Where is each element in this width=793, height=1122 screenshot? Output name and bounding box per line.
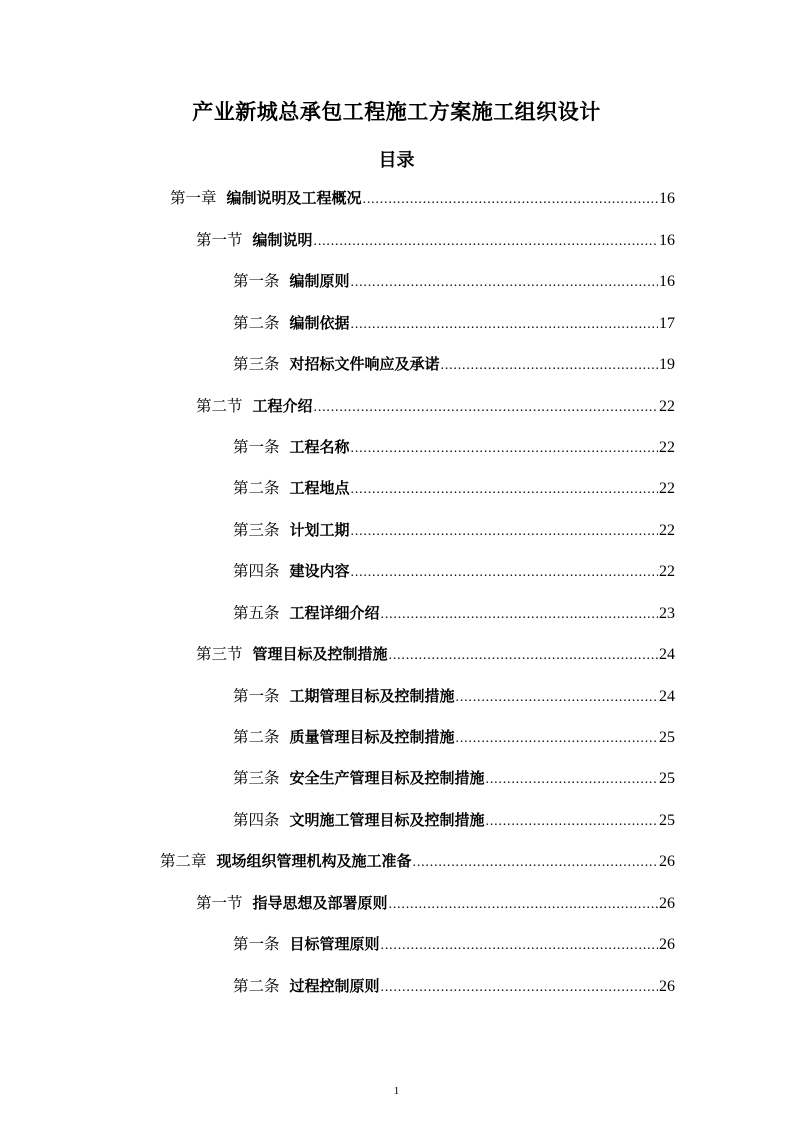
toc-entry-page: 22 (659, 522, 675, 539)
toc-entry-title: 计划工期 (289, 521, 350, 539)
toc-entry-number: 第三节 (196, 645, 243, 663)
document-title: 产业新城总承包工程施工方案施工组织设计 (192, 100, 601, 124)
toc-entry-title: 安全生产管理目标及控制措施 (289, 769, 485, 787)
toc-entry-page: 16 (659, 190, 675, 207)
toc-entry-number: 第二节 (196, 397, 243, 415)
toc-entry-title: 工期管理目标及控制措施 (289, 687, 455, 705)
toc-entry-title: 现场组织管理机构及施工准备 (216, 852, 412, 870)
toc-entry-number: 第二条 (233, 479, 280, 497)
toc-entry-title: 对招标文件响应及承诺 (289, 355, 440, 373)
toc-entry-number: 第四条 (233, 811, 280, 829)
toc-entry-section[interactable] (196, 642, 675, 666)
toc-entry-article[interactable] (233, 559, 675, 583)
toc-dot-leader (351, 561, 658, 585)
toc-entry-article[interactable] (233, 808, 675, 832)
toc-entry-page: 22 (659, 480, 675, 497)
toc-dot-leader (351, 313, 658, 337)
toc-entry-number: 第二章 (160, 852, 207, 870)
toc-entry-title: 质量管理目标及控制措施 (289, 728, 455, 746)
toc-entry-page: 22 (659, 439, 675, 456)
toc-entry-article[interactable] (233, 269, 675, 293)
toc-entry-title: 指导思想及部署原则 (252, 894, 388, 912)
toc-entry-number: 第四条 (233, 562, 280, 580)
toc-entry-page: 19 (659, 356, 675, 373)
toc-entry-page: 16 (659, 232, 675, 249)
toc-entry-number: 第三条 (233, 355, 280, 373)
toc-entry-page: 25 (659, 729, 675, 746)
toc-entry-article[interactable] (233, 974, 675, 998)
toc-entry-section[interactable] (196, 891, 675, 915)
toc-entry-title: 文明施工管理目标及控制措施 (289, 811, 485, 829)
toc-entry-article[interactable] (233, 352, 675, 376)
toc-entry-article[interactable] (233, 601, 675, 625)
toc-dot-leader (441, 354, 658, 378)
toc-entry-article[interactable] (233, 518, 675, 542)
toc-entry-article[interactable] (233, 684, 675, 708)
toc-dot-leader (486, 810, 658, 834)
toc-entry-title: 工程介绍 (252, 397, 313, 415)
toc-entry-number: 第一条 (233, 935, 280, 953)
toc-entry-number: 第一条 (233, 272, 280, 290)
toc-dot-leader (456, 727, 658, 751)
toc-entry-article[interactable] (233, 725, 675, 749)
toc-entry-article[interactable] (233, 932, 675, 956)
toc-entry-number: 第二条 (233, 728, 280, 746)
toc-entry-page: 26 (659, 853, 675, 870)
toc-entry-article[interactable] (233, 311, 675, 335)
toc-entry-number: 第一节 (196, 231, 243, 249)
toc-entry-page: 24 (659, 646, 675, 663)
toc-dot-leader (351, 478, 658, 502)
toc-entry-chapter[interactable] (170, 186, 675, 210)
toc-entry-page: 23 (659, 605, 675, 622)
toc-entry-number: 第一章 (170, 189, 217, 207)
toc-entry-number: 第二条 (233, 977, 280, 995)
toc-dot-leader (363, 188, 658, 212)
toc-entry-title: 工程地点 (289, 479, 350, 497)
toc-entry-title: 过程控制原则 (289, 977, 380, 995)
toc-entry-page: 24 (659, 688, 675, 705)
toc-entry-section[interactable] (196, 394, 675, 418)
toc-entry-page: 25 (659, 812, 675, 829)
toc-entry-title: 管理目标及控制措施 (252, 645, 388, 663)
toc-entry-article[interactable] (233, 476, 675, 500)
toc-dot-leader (389, 893, 658, 917)
toc-entry-title: 编制说明 (252, 231, 313, 249)
toc-heading: 目录 (378, 150, 415, 171)
toc-entry-number: 第三条 (233, 521, 280, 539)
toc-entry-article[interactable] (233, 435, 675, 459)
toc-dot-leader (381, 976, 658, 1000)
toc-dot-leader (381, 603, 658, 627)
toc-entry-section[interactable] (196, 228, 675, 252)
toc-entry-title: 建设内容 (289, 562, 350, 580)
toc-dot-leader (314, 396, 658, 420)
toc-entry-title: 编制依据 (289, 314, 350, 332)
toc-dot-leader (314, 230, 658, 254)
toc-entry-chapter[interactable] (160, 849, 675, 873)
toc-dot-leader (486, 768, 658, 792)
toc-entry-number: 第三条 (233, 769, 280, 787)
toc-entry-page: 22 (659, 563, 675, 580)
toc-entry-number: 第一条 (233, 438, 280, 456)
toc-entry-title: 工程详细介绍 (289, 604, 380, 622)
toc-entry-title: 编制原则 (289, 272, 350, 290)
page-number: 1 (393, 1085, 400, 1097)
toc-entry-title: 编制说明及工程概况 (226, 189, 362, 207)
toc-entry-title: 工程名称 (289, 438, 350, 456)
toc-entry-number: 第一条 (233, 687, 280, 705)
toc-dot-leader (351, 437, 658, 461)
toc-entry-article[interactable] (233, 766, 675, 790)
toc-entry-page: 16 (659, 273, 675, 290)
toc-entry-number: 第一节 (196, 894, 243, 912)
toc-dot-leader (351, 520, 658, 544)
toc-entry-page: 26 (659, 978, 675, 995)
toc-entry-title: 目标管理原则 (289, 935, 380, 953)
toc-entry-number: 第五条 (233, 604, 280, 622)
toc-dot-leader (351, 271, 658, 295)
toc-entry-number: 第二条 (233, 314, 280, 332)
toc-dot-leader (456, 686, 658, 710)
toc-entry-page: 26 (659, 936, 675, 953)
toc-entry-page: 25 (659, 770, 675, 787)
toc-dot-leader (389, 644, 658, 668)
toc-entry-page: 17 (659, 315, 675, 332)
toc-dot-leader (381, 934, 658, 958)
toc-dot-leader (413, 851, 658, 875)
toc-entry-page: 26 (659, 895, 675, 912)
toc-entry-page: 22 (659, 398, 675, 415)
